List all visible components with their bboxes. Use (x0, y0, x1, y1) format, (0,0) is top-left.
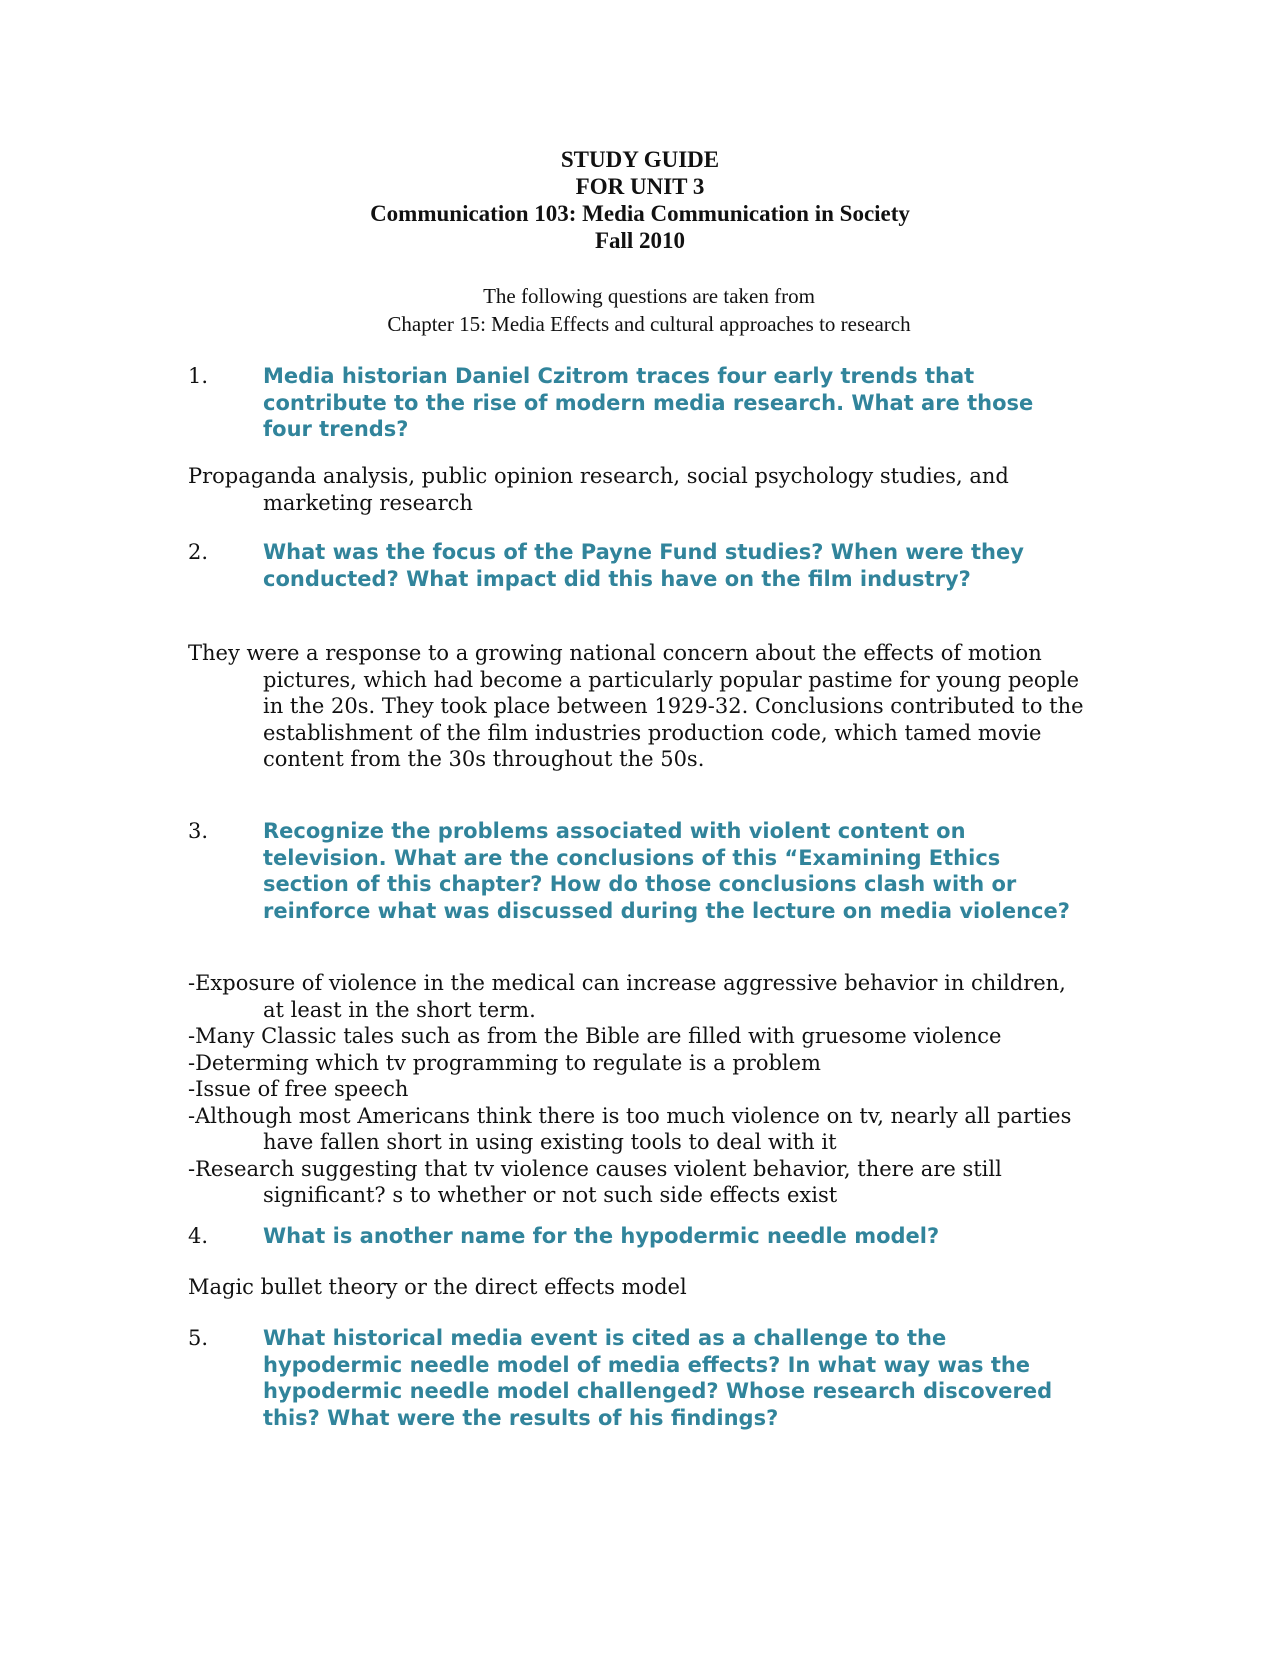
answer-1 (188, 463, 1088, 516)
question-text: Recognize the problems associated with violent content on television. What are the conclusions of this “Examining Ethics section of this chapter? How do those conclusions clash with or reinforce what was discussed during the lecture on media violence? (263, 819, 1070, 923)
intro-chapter: Chapter 15: Media Effects and cultural approaches to research (387, 312, 911, 336)
header-unit: FOR UNIT 3 (575, 174, 705, 199)
header-term: Fall 2010 (594, 228, 686, 253)
intro-line: The following questions are taken from (483, 284, 815, 308)
header-course: Communication 103: Media Communication in Society (370, 201, 910, 226)
intro-text (0, 282, 1280, 338)
question-5 (188, 1325, 1088, 1431)
question-1 (188, 363, 1088, 443)
question-number: 3. (188, 819, 209, 843)
question-number: 4. (188, 1224, 209, 1248)
answer-2 (188, 640, 1088, 773)
question-2 (188, 539, 1088, 592)
question-text: What was the focus of the Payne Fund studies? When were they conducted? What impact did this have on the film industry? (263, 540, 1024, 591)
answer-line: -Although most Americans think there is too much violence on tv, nearly all parties have fallen short in using existing tools to deal with it (188, 1103, 1072, 1154)
answer-3 (188, 970, 1088, 1209)
question-number: 2. (188, 540, 209, 564)
question-text: What historical media event is cited as a challenge to the hypodermic needle model of media effects? In what way was the hypodermic needle model challenged? Whose research discovered this? What were the results of his findings? (263, 1326, 1053, 1430)
question-3 (188, 818, 1088, 924)
answer-line: -Research suggesting that tv violence causes violent behavior, there are still significant? s to whether or not such side effects exist (188, 1156, 1002, 1207)
answer-line: -Exposure of violence in the medical can increase aggressive behavior in children, at least in the short term. (188, 971, 1066, 1022)
header-title: STUDY GUIDE (560, 147, 720, 172)
answer-4 (188, 1274, 1088, 1301)
answer-line: Propaganda analysis, public opinion research, social psychology studies, and marketing research (188, 464, 1009, 515)
question-4 (188, 1223, 1088, 1250)
question-number: 1. (188, 364, 209, 388)
answer-line: -Determing which tv programming to regulate is a problem (188, 1050, 821, 1075)
answer-line: They were a response to a growing national concern about the effects of motion pictures, which had become a particularly popular pastime for young people in the 20s. They took place between 1929-32. Conclusions contributed to the establishment of the film industries production code, which tamed movie content from the 30s throughout the 50s. (188, 641, 1084, 771)
answer-line: -Issue of free speech (188, 1077, 409, 1101)
question-number: 5. (188, 1326, 209, 1350)
answer-line: -Many Classic tales such as from the Bible are filled with gruesome violence (188, 1024, 1002, 1048)
question-text: What is another name for the hypodermic needle model? (263, 1224, 940, 1248)
document-header (0, 146, 1280, 254)
answer-line: Magic bullet theory or the direct effects model (188, 1275, 687, 1299)
question-text: Media historian Daniel Czitrom traces four early trends that contribute to the rise of modern media research. What are those four trends? (263, 364, 1034, 441)
